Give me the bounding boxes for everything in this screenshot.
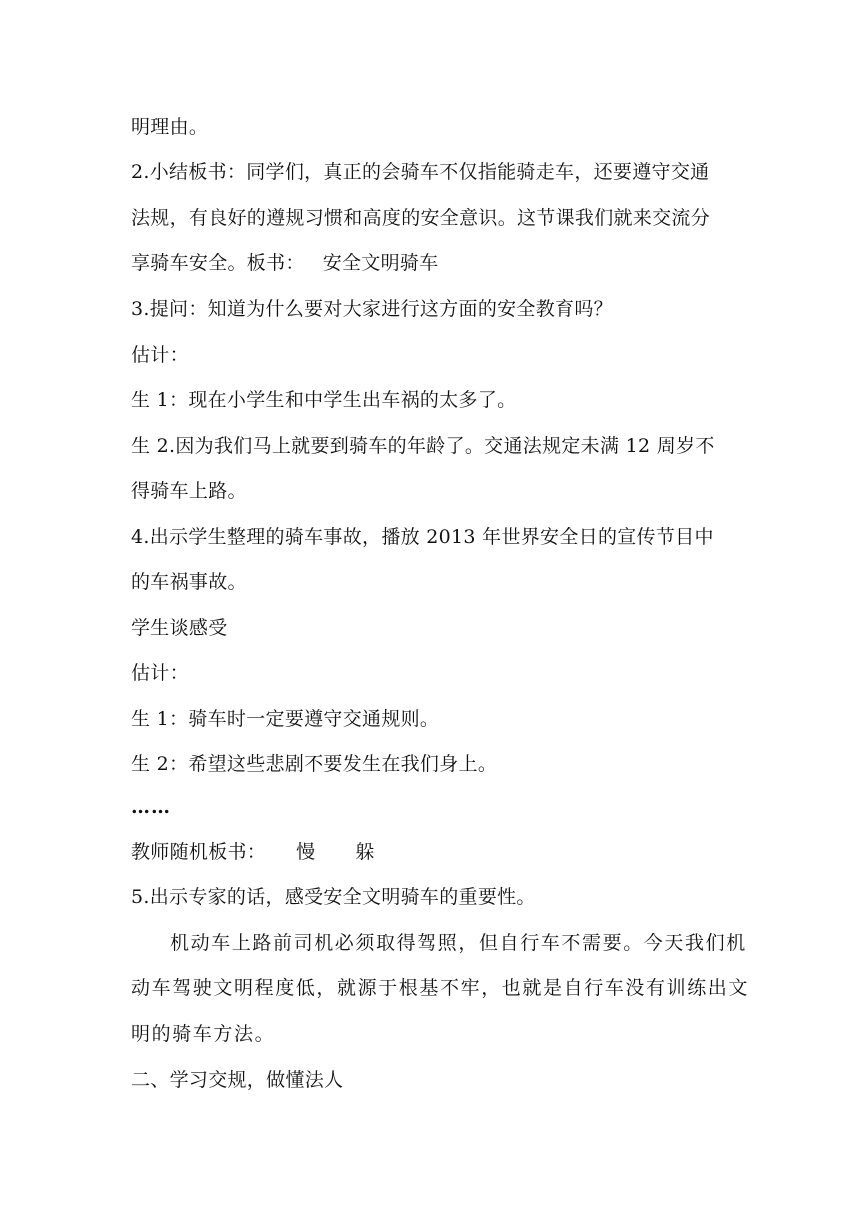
paragraph-line: 生 1：骑车时一定要遵守交通规则。 [131, 708, 440, 730]
section-heading: 二、学习交规，做懂法人 [131, 1069, 344, 1091]
paragraph-line: 5.出示专家的话，感受安全文明骑车的重要性。 [131, 886, 536, 908]
board-word-slow: 慢 [296, 841, 316, 863]
expert-quote-line: 机动车上路前司机必须取得驾照，但自行车不需要。今天我们机 [170, 932, 747, 954]
ellipsis-line: …… [131, 796, 171, 818]
paragraph-line: 估计： [131, 344, 189, 366]
expert-quote-line: 动车驾驶文明程度低，就源于根基不牢，也就是自行车没有训练出文 [131, 977, 750, 999]
board-label: 享骑车安全。板书： [131, 252, 305, 274]
paragraph-line: 生 2.因为我们马上就要到骑车的年龄了。交通法规定未满 12 周岁不 [131, 435, 715, 457]
board-label: 教师随机板书： [131, 841, 267, 863]
paragraph-line: 学生谈感受 [131, 617, 228, 639]
paragraph-line: 3.提问：知道为什么要对大家进行这方面的安全教育吗？ [131, 298, 613, 320]
board-word-dodge: 躲 [355, 841, 375, 863]
paragraph-line: 2.小结板书：同学们，真正的会骑车不仅指能骑走车，还要遵守交通 [131, 161, 710, 183]
expert-quote-line: 明的骑车方法。 [131, 1023, 276, 1045]
paragraph-line: 的车祸事故。 [131, 571, 247, 593]
paragraph-line: 法规，有良好的遵规习惯和高度的安全意识。这节课我们就来交流分 [131, 207, 711, 229]
paragraph-line: 生 1：现在小学生和中学生出车祸的太多了。 [131, 389, 517, 411]
paragraph-line: 估计： [131, 662, 189, 684]
board-text: 安全文明骑车 [322, 252, 439, 274]
paragraph-line [131, 840, 731, 864]
paragraph-line: 明理由。 [131, 116, 209, 138]
paragraph-line: 4.出示学生整理的骑车事故，播放 2013 年世界安全日的宣传节目中 [131, 526, 714, 548]
paragraph-line [131, 251, 731, 275]
paragraph-line: 生 2：希望这些悲剧不要发生在我们身上。 [131, 753, 498, 775]
paragraph-line: 得骑车上路。 [131, 480, 247, 502]
